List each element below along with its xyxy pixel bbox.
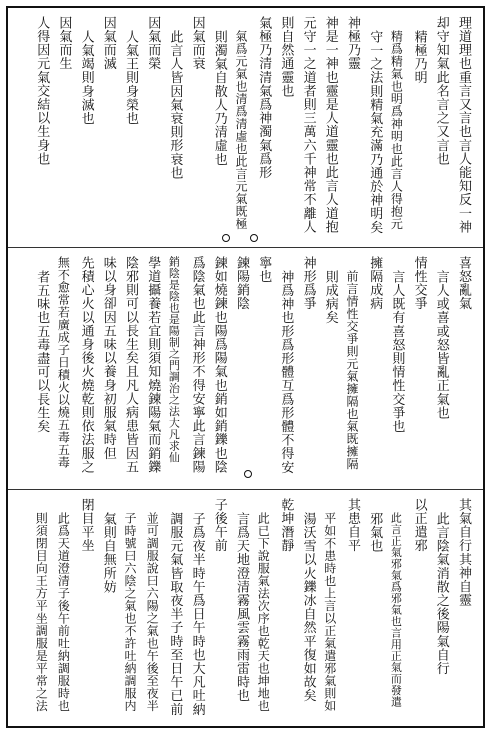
text-column: 精極乃明 [411, 30, 427, 85]
text-panel-3 [8, 490, 483, 726]
text-column: 寧也 [256, 256, 272, 284]
text-panel-1 [8, 8, 483, 246]
text-column: 鍊陽銷陰 [234, 256, 249, 311]
text-column: 其氣自行其神自靈 [456, 498, 471, 607]
text-column: 人得因元氣交結以生身也 [34, 16, 50, 166]
text-column: 味以身卻因五味以養身初服氣時但 [100, 256, 116, 460]
text-column: 則須閉目向王方平坐調服是平常之法 [34, 512, 49, 712]
text-column: 喜怒亂氣 [456, 256, 471, 311]
text-column: 言人或喜或怒皆亂正氣也 [433, 270, 449, 420]
text-column: 此已下說服氣法次序也乾天也坤地也 [256, 512, 271, 712]
text-column: 精爲精氣也明爲神明也此言人得抱元 [389, 30, 404, 230]
text-column: 並可調服說曰六陽之氣也午後至夜半 [145, 512, 160, 712]
text-column: 氣爲元氣也清爲清虛也此言元氣既極 [234, 30, 248, 230]
text-column: 平如不患時也上言以正氣遣邪氣則如 [322, 512, 337, 712]
text-column: 言人既有喜怒則情性交爭也 [389, 270, 405, 434]
text-column: 神形爲爭 [300, 256, 316, 311]
text-column: 子後午前 [211, 498, 227, 553]
text-column: 人氣王則身榮也 [123, 30, 138, 126]
text-column: 先積心火以通身後火燒乾則依法服之 [78, 256, 94, 474]
text-column: 閉目平坐 [78, 498, 94, 553]
text-column: 其患自平 [345, 498, 360, 553]
text-column: 此爲天道澄清子後午前吐納調服時也 [56, 512, 71, 712]
text-column: 人氣竭則身滅也 [78, 30, 94, 126]
text-column: 無不愈常若廣成子日積火以燒五毒五毒 [56, 256, 71, 469]
text-column: 因氣而榮 [145, 16, 161, 71]
text-column: 氣極乃清清氣爲神濁氣爲形 [256, 16, 272, 180]
text-column: 以正遣邪 [411, 498, 427, 553]
text-column: 者五味也五毒盡可以長生矣 [34, 270, 50, 434]
text-panel-2 [8, 248, 483, 488]
text-column: 則成病矣 [322, 270, 338, 325]
text-column: 神極乃靈 [345, 16, 360, 71]
text-column: 爲陰氣也此言神形不得安寧此言鍊陽 [189, 256, 205, 474]
text-column: 元守一之道者則三萬六千神常不離人 [300, 16, 316, 234]
text-column: 前言情性交爭則元氣擁隔也氣既擁隔 [345, 270, 359, 470]
text-column: 銷陰是陰也是陽制之門調治之法大凡求仙 [167, 256, 181, 463]
text-column: 擁隔成病 [367, 256, 383, 311]
text-column: 守一之法則精氣充滿乃通於神明矣 [367, 30, 383, 234]
text-column: 神爲神也形爲形體互爲形體不得安 [278, 270, 294, 474]
circle-mark [222, 234, 230, 242]
text-column: 氣則自無所妨 [100, 512, 116, 594]
text-column: 子時號曰六陰之氣也不許吐納調服内 [123, 512, 137, 712]
text-column: 神是一神也靈是人道靈也此言人道抱 [322, 16, 338, 234]
text-column: 此言陰氣消散之後陽氣自行 [433, 512, 449, 676]
text-column: 鍊如燒鍊也陽爲陽氣也銷如銷鑠也陰 [211, 256, 227, 474]
document-page [6, 6, 485, 728]
text-column: 因氣而滅 [100, 16, 116, 71]
text-column: 情性交爭 [411, 256, 427, 311]
text-column: 則濁氣自散人乃清虛也 [211, 30, 227, 166]
text-column: 此言正氣邪氣爲邪氣也言用正氣而發遣 [389, 512, 403, 708]
text-column: 調服元氣皆取夜半子時至日午已前 [167, 512, 183, 716]
text-column: 乾坤潛靜 [278, 498, 294, 553]
text-column: 此言人皆因氣衰則形衰也 [167, 30, 183, 180]
circle-mark [244, 470, 252, 478]
text-column: 陰邪則可以長生矣且凡人病患皆因五 [123, 256, 138, 474]
circle-mark [250, 234, 258, 242]
text-column: 學道攝養若宜則須知燒鍊陽氣而銷鑠 [145, 256, 161, 474]
text-column: 却守知氣此名言之又言也 [433, 16, 449, 166]
text-column: 因氣而生 [56, 16, 72, 71]
text-column: 湯沃雪以火鑠冰自然平復如故矣 [300, 512, 316, 703]
text-column: 因氣而衰 [189, 16, 205, 71]
text-column: 言爲天地澄清霧風雲霧雨雷時也 [234, 512, 249, 703]
text-column: 理道理也重言又言也言人能知反一神 [456, 16, 471, 234]
text-column: 子爲夜半時午爲日午時也大凡吐納 [189, 512, 205, 716]
text-column: 則自然通靈也 [278, 16, 294, 98]
text-column: 邪氣也 [367, 512, 383, 553]
